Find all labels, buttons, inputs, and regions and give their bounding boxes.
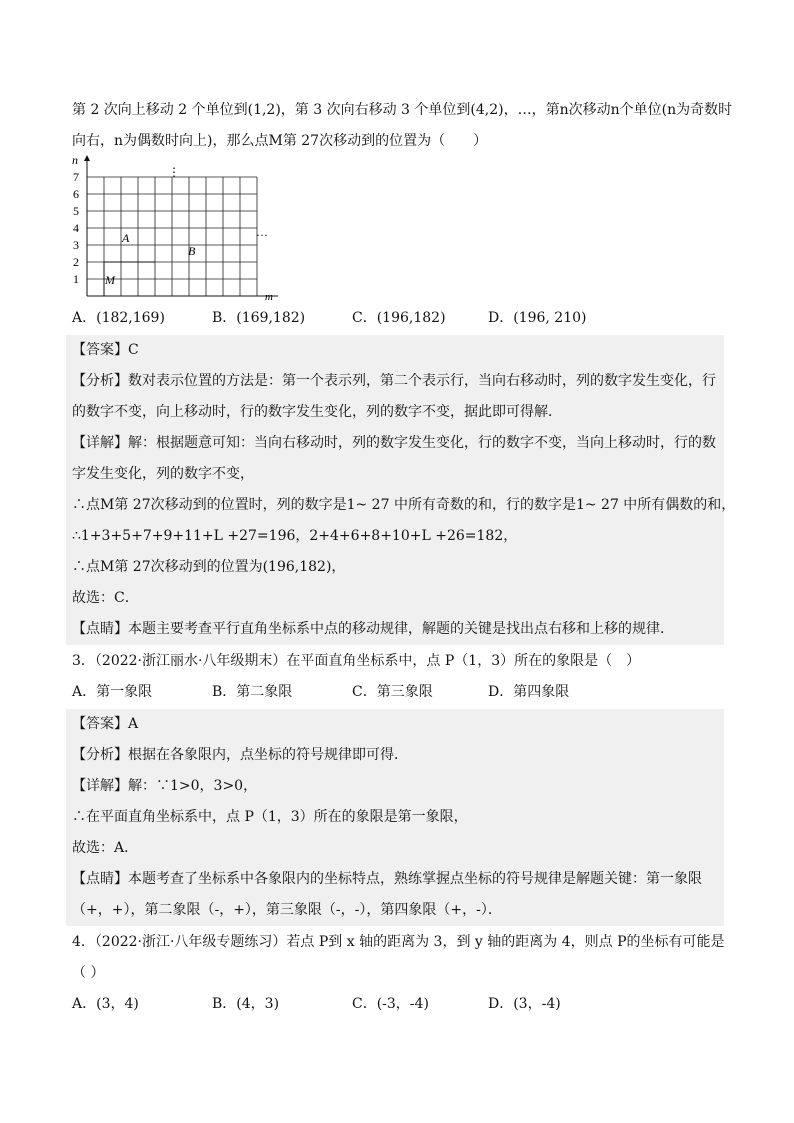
x-tick-label xyxy=(152,301,158,302)
q3-comment-1: 【点睛】本题考查了坐标系中各象限内的坐标特点，熟练掌握点坐标的符号规律是解题关键：第一象限 xyxy=(72,871,702,887)
q3-detail-1: 【详解】解：∵1>0，3>0， xyxy=(72,778,258,794)
y-tick-label: 2 xyxy=(73,255,79,269)
point-label-a: A xyxy=(122,231,130,245)
x-axis-label: m xyxy=(265,291,273,302)
q4-option-d[interactable]: D．(3，-4) xyxy=(488,996,561,1012)
q2-analysis-1: 【分析】数对表示位置的方法是：第一个表示列，第二个表示行，当向右移动时，列的数字发生变化，行 xyxy=(72,373,716,389)
q3-detail-3: 故选：A． xyxy=(72,840,139,856)
q4-option-b[interactable]: B．(4，3) xyxy=(212,996,280,1012)
coordinate-grid-figure xyxy=(60,152,300,302)
q2-option-d[interactable]: D．(196, 210) xyxy=(488,310,587,326)
q3-option-b[interactable]: B．第二象限 xyxy=(212,684,293,700)
q3-answer: 【答案】A xyxy=(72,716,139,732)
point-label-m: M xyxy=(105,273,115,287)
x-tick-label xyxy=(79,301,85,302)
q2-answer: 【答案】C xyxy=(72,342,139,358)
y-tick-label: 3 xyxy=(73,238,79,252)
q4-stem-2: （ ） xyxy=(72,965,105,981)
x-tick-label xyxy=(118,301,124,302)
q2-comment: 【点睛】本题主要考查平行直角坐标系中点的移动规律，解题的关键是找出点右移和上移的规律． xyxy=(72,621,674,637)
q2-detail-4: ∴1+3+5+7+9+11+L +27=196，2+4+6+8+10+L +26=182， xyxy=(72,528,518,544)
x-tick-label xyxy=(250,301,262,302)
q3-stem: 3．（2022·浙江丽水·八年级期末）在平面直角坐标系中，点 P（1，3）所在的象限是（ ） xyxy=(72,653,641,669)
q3-option-a[interactable]: A．第一象限 xyxy=(72,684,153,700)
q2-option-a[interactable]: A．(182,169) xyxy=(72,310,165,326)
q3-comment-2: （+，+），第二象限（-，+），第三象限（-，-），第四象限（+，-）． xyxy=(72,902,502,918)
q3-detail-2: ∴在平面直角坐标系中，点 P（1，3）所在的象限是第一象限， xyxy=(72,809,468,825)
q2-analysis-2: 的数字不变，向上移动时，行的数字发生变化，列的数字不变，据此即可得解． xyxy=(72,404,562,420)
q3-option-d[interactable]: D．第四象限 xyxy=(488,684,570,700)
q4-option-a[interactable]: A．(3，4) xyxy=(72,996,139,1012)
y-tick-label: 1 xyxy=(73,272,79,286)
x-tick-label xyxy=(220,301,226,302)
x-tick-label xyxy=(237,301,243,302)
q4-stem-1: 4．（2022·浙江·八年级专题练习）若点 P到 x 轴的距离为 3，到 y 轴的距离为 4，则点 P的坐标有可能是 xyxy=(72,934,725,950)
q2-stem-line-1: 第 2 次向上移动 2 个单位到(1,2)，第 3 次向右移动 3 个单位到(4,2)，…，第n次移动n个单位(n为奇数时 xyxy=(72,102,733,118)
q2-detail-2: 字发生变化，列的数字不变， xyxy=(72,466,254,482)
x-tick-label xyxy=(203,301,209,302)
q2-option-c[interactable]: C．(196,182) xyxy=(352,310,446,326)
q2-option-b[interactable]: B．(169,182) xyxy=(212,310,306,326)
x-tick-label xyxy=(186,301,192,302)
q3-option-c[interactable]: C．第三象限 xyxy=(352,684,433,700)
point-label-b: B xyxy=(188,244,196,258)
y-tick-label: 5 xyxy=(73,204,79,218)
q3-analysis: 【分析】根据在各象限内，点坐标的符号规律即可得． xyxy=(72,747,408,763)
x-tick-label xyxy=(169,301,175,302)
q2-stem-line-2: 向右，n为偶数时向上)，那么点M第 27次移动到的位置为（ ） xyxy=(72,133,488,149)
ellipsis-right: … xyxy=(256,225,268,239)
x-tick-label xyxy=(135,301,141,302)
q2-detail-5: ∴点M第 27次移动到的位置为(196,182)， xyxy=(72,559,346,575)
q2-detail-3: ∴点M第 27次移动到的位置时，列的数字是1~ 27 中所有奇数的和，行的数字是1~ 27 中所有偶数的和， xyxy=(72,497,736,513)
y-axis-label: n xyxy=(72,153,78,167)
y-tick-label: 6 xyxy=(73,187,79,201)
q2-detail-6: 故选：C． xyxy=(72,590,139,606)
ellipsis-top: ⋮ xyxy=(168,165,180,179)
q2-detail-1: 【详解】解：根据题意可知：当向右移动时，列的数字发生变化，行的数字不变，当向上移动时，行的数 xyxy=(72,435,716,451)
y-tick-label: 7 xyxy=(73,170,79,184)
q4-option-c[interactable]: C．(-3，-4) xyxy=(352,996,429,1012)
x-tick-label xyxy=(101,301,107,302)
y-tick-label: 4 xyxy=(73,221,79,235)
